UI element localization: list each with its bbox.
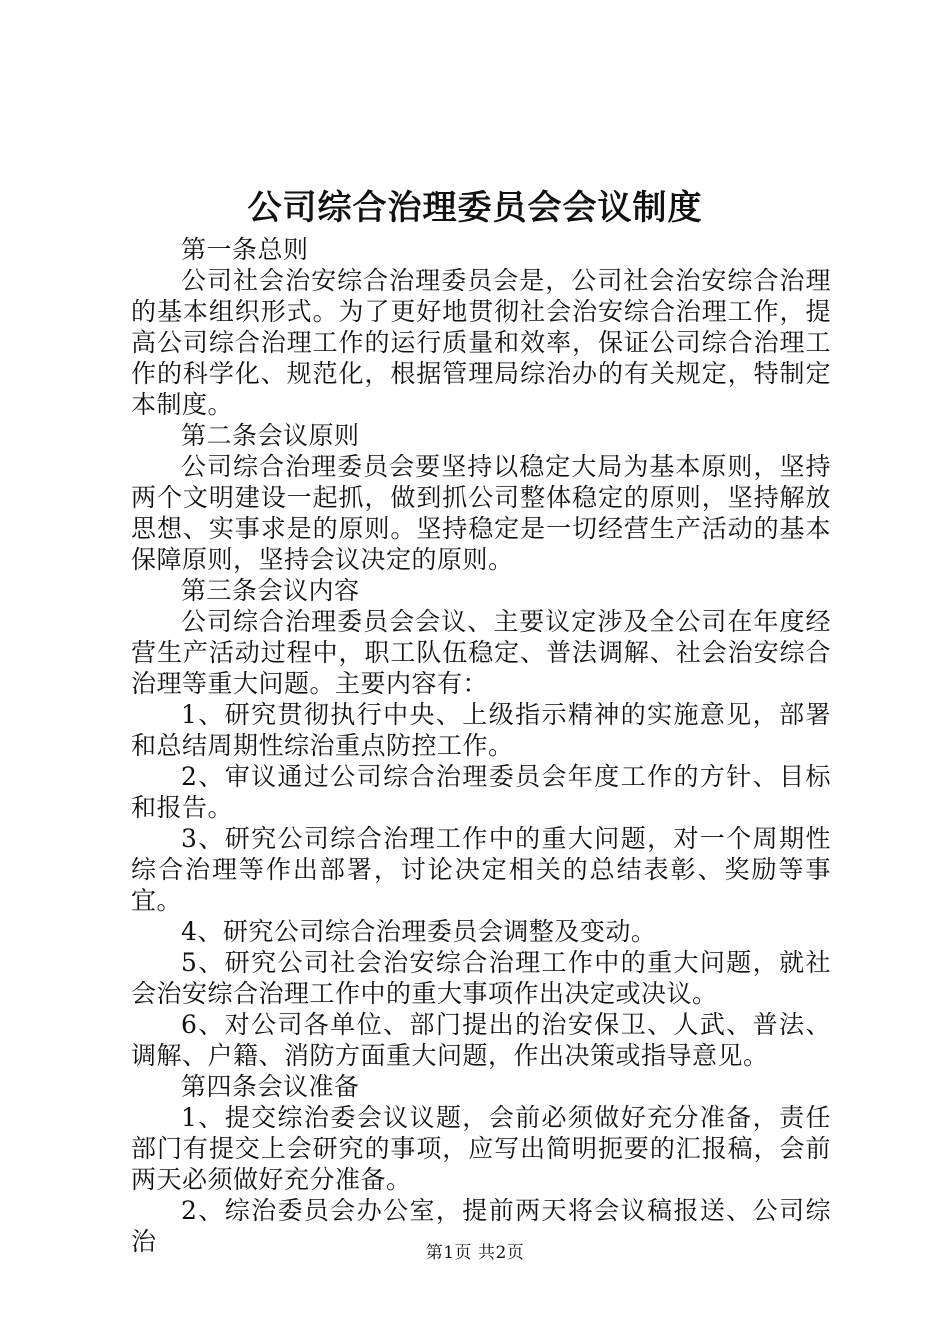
paragraph: 公司综合治理委员会会议、主要议定涉及全公司在年度经营生产活动过程中，职工队伍稳定、普法调解、社会治安综合治理等重大问题。主要内容有： bbox=[131, 607, 831, 698]
list-item: 1、研究贯彻执行中央、上级指示精神的实施意见，部署和总结周期性综治重点防控工作。 bbox=[131, 700, 831, 760]
page-footer: 第1页 共2页 bbox=[425, 1243, 525, 1263]
list-item: 1、提交综治委会议议题，会前必须做好充分准备，责任部门有提交上会研究的事项，应写出简明扼要的汇报稿，会前两天必须做好充分准备。 bbox=[131, 1103, 831, 1194]
list-item: 2、综治委员会办公室，提前两天将会议稿报送、公司综治 bbox=[131, 1196, 831, 1256]
document-body bbox=[131, 234, 831, 1257]
paragraph: 公司综合治理委员会要坚持以稳定大局为基本原则，坚持两个文明建设一起抓，做到抓公司整体稳定的原则，坚持解放思想、实事求是的原则。坚持稳定是一切经营生产活动的基本保障原则，坚持会议决定的原则。 bbox=[131, 452, 831, 574]
list-item: 6、对公司各单位、部门提出的治安保卫、人武、普法、调解、户籍、消防方面重大问题，作出决策或指导意见。 bbox=[131, 1010, 831, 1070]
list-item: 2、审议通过公司综合治理委员会年度工作的方针、目标和报告。 bbox=[131, 762, 831, 822]
list-item: 4、研究公司综合治理委员会调整及变动。 bbox=[181, 917, 657, 946]
section-heading: 第二条会议原则 bbox=[181, 421, 360, 450]
section-heading: 第一条总则 bbox=[181, 235, 309, 264]
list-item: 3、研究公司综合治理工作中的重大问题，对一个周期性综合治理等作出部署，讨论决定相关的总结表彰、奖励等事宜。 bbox=[131, 824, 831, 915]
section-heading: 第三条会议内容 bbox=[181, 576, 360, 605]
list-item: 5、研究公司社会治安综合治理工作中的重大问题，就社会治安综合治理工作中的重大事项作出决定或决议。 bbox=[131, 948, 831, 1008]
section-heading: 第四条会议准备 bbox=[181, 1072, 360, 1101]
document-title: 公司综合治理委员会会议制度 bbox=[247, 188, 703, 228]
paragraph: 公司社会治安综合治理委员会是，公司社会治安综合治理的基本组织形式。为了更好地贯彻社会治安综合治理工作，提高公司综合治理工作的运行质量和效率，保证公司综合治理工作的科学化、规范化，根据管理局综治办的有关规定，特制定本制度。 bbox=[131, 266, 831, 419]
